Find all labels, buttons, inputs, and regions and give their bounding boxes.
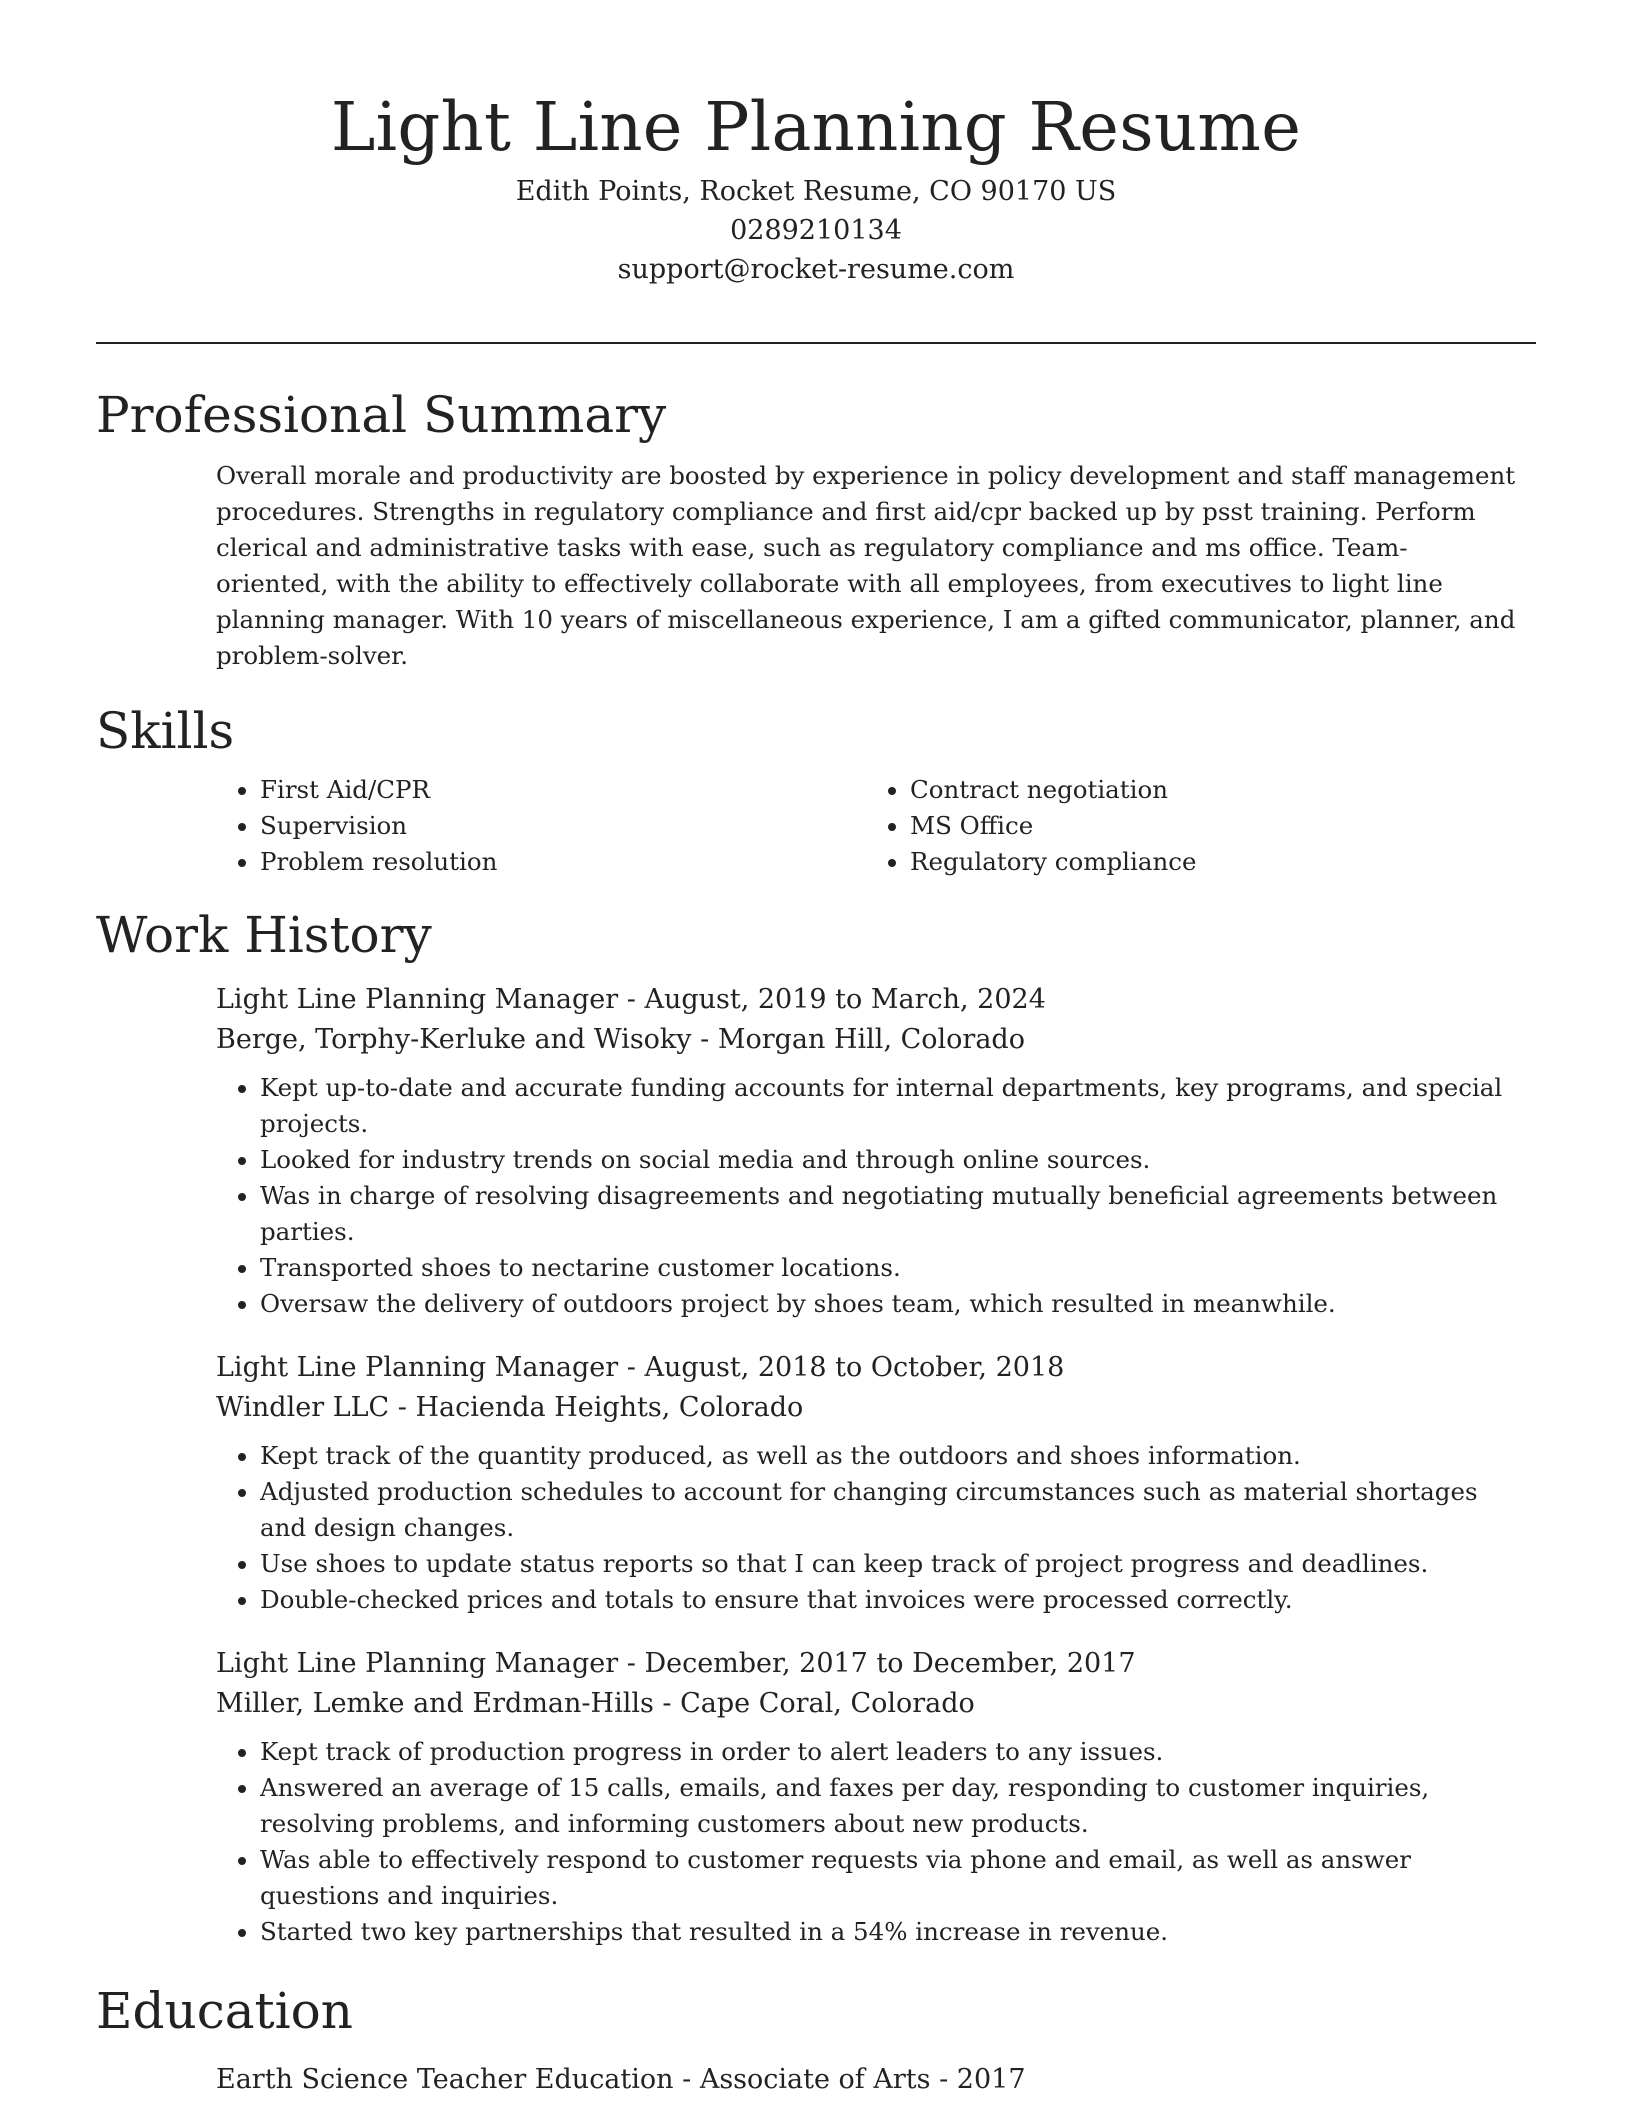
skills-list-left [216, 772, 866, 880]
resume-title: Light Line Planning Resume [330, 88, 1302, 166]
job-entry [216, 1348, 1516, 1618]
job-entry [216, 1644, 1516, 1950]
contact-address: Edith Points, Rocket Resume, CO 90170 US [515, 176, 1117, 207]
skills-heading: Skills [96, 702, 235, 760]
skill-item: • Problem resolution [260, 844, 866, 880]
summary-section [216, 458, 1516, 674]
job-bullets [216, 1070, 1516, 1322]
summary-heading: Professional Summary [96, 386, 667, 444]
job-company-line: Berge, Torphy-Kerluke and Wisoky - Morgan Hill, Colorado [216, 1024, 1025, 1055]
job-bullet: • Started two key partnerships that resulted in a 54% increase in revenue. [260, 1914, 1516, 1950]
job-bullet: • Answered an average of 15 calls, emails, and faxes per day, responding to customer inquiries, resolving problems, and informing customers about new products. [260, 1770, 1516, 1842]
job-bullets [216, 1438, 1516, 1618]
job-bullet: • Looked for industry trends on social media and through online sources. [260, 1142, 1516, 1178]
skills-list-right [866, 772, 1516, 880]
contact-email: support@rocket-resume.com [617, 254, 1015, 285]
summary-text: Overall morale and productivity are boosted by experience in policy development and staff management procedures. Strengths in regulatory compliance and first aid/cpr backed up by psst training. Perform clerical and administrative tasks with ease, such as regulatory compliance and ms office. Team-oriented, with the ability to effectively collaborate with all employees, from executives to light line planning manager. With 10 years of miscellaneous experience, I am a gifted communicator, planner, and problem-solver. [216, 461, 1516, 670]
skill-item: • MS Office [910, 808, 1516, 844]
job-bullet: • Adjusted production schedules to account for changing circumstances such as material shortages and design changes. [260, 1474, 1516, 1546]
header-divider [96, 342, 1536, 344]
contact-phone: 0289210134 [730, 215, 902, 246]
job-company-line: Miller, Lemke and Erdman-Hills - Cape Coral, Colorado [216, 1688, 975, 1719]
skill-item: • Regulatory compliance [910, 844, 1516, 880]
job-bullet: • Was able to effectively respond to customer requests via phone and email, as well as answer questions and inquiries. [260, 1842, 1516, 1914]
job-bullet: • Kept track of production progress in order to alert leaders to any issues. [260, 1734, 1516, 1770]
skill-item: • Supervision [260, 808, 866, 844]
job-entry [216, 980, 1516, 1322]
job-bullet: • Double-checked prices and totals to ensure that invoices were processed correctly. [260, 1582, 1516, 1618]
job-bullet: • Oversaw the delivery of outdoors project by shoes team, which resulted in meanwhile. [260, 1286, 1516, 1322]
skill-item: • Contract negotiation [910, 772, 1516, 808]
job-title-line: Light Line Planning Manager - December, 2017 to December, 2017 [216, 1648, 1136, 1679]
job-company-line: Windler LLC - Hacienda Heights, Colorado [216, 1392, 804, 1423]
job-title-line: Light Line Planning Manager - August, 2019 to March, 2024 [216, 984, 1046, 1015]
resume-header [0, 82, 1632, 289]
job-bullet: • Kept track of the quantity produced, as well as the outdoors and shoes information. [260, 1438, 1516, 1474]
resume-content [96, 380, 1536, 2100]
job-bullets [216, 1734, 1516, 1950]
skills-section [216, 772, 1516, 880]
education-heading: Education [96, 1982, 353, 2040]
job-bullet: • Transported shoes to nectarine customer locations. [260, 1250, 1516, 1286]
work-history-section [216, 980, 1516, 1950]
job-bullet: • Kept up-to-date and accurate funding accounts for internal departments, key programs, and special projects. [260, 1070, 1516, 1142]
job-bullet: • Use shoes to update status reports so that I can keep track of project progress and deadlines. [260, 1546, 1516, 1582]
skill-item: • First Aid/CPR [260, 772, 866, 808]
skills-grid [216, 772, 1516, 880]
education-entry: Earth Science Teacher Education - Associate of Arts - 2017 [216, 2064, 1026, 2095]
work-history-heading: Work History [96, 906, 432, 964]
job-bullet: • Was in charge of resolving disagreements and negotiating mutually beneficial agreements between parties. [260, 1178, 1516, 1250]
job-title-line: Light Line Planning Manager - August, 2018 to October, 2018 [216, 1352, 1065, 1383]
education-section [216, 2060, 1516, 2100]
